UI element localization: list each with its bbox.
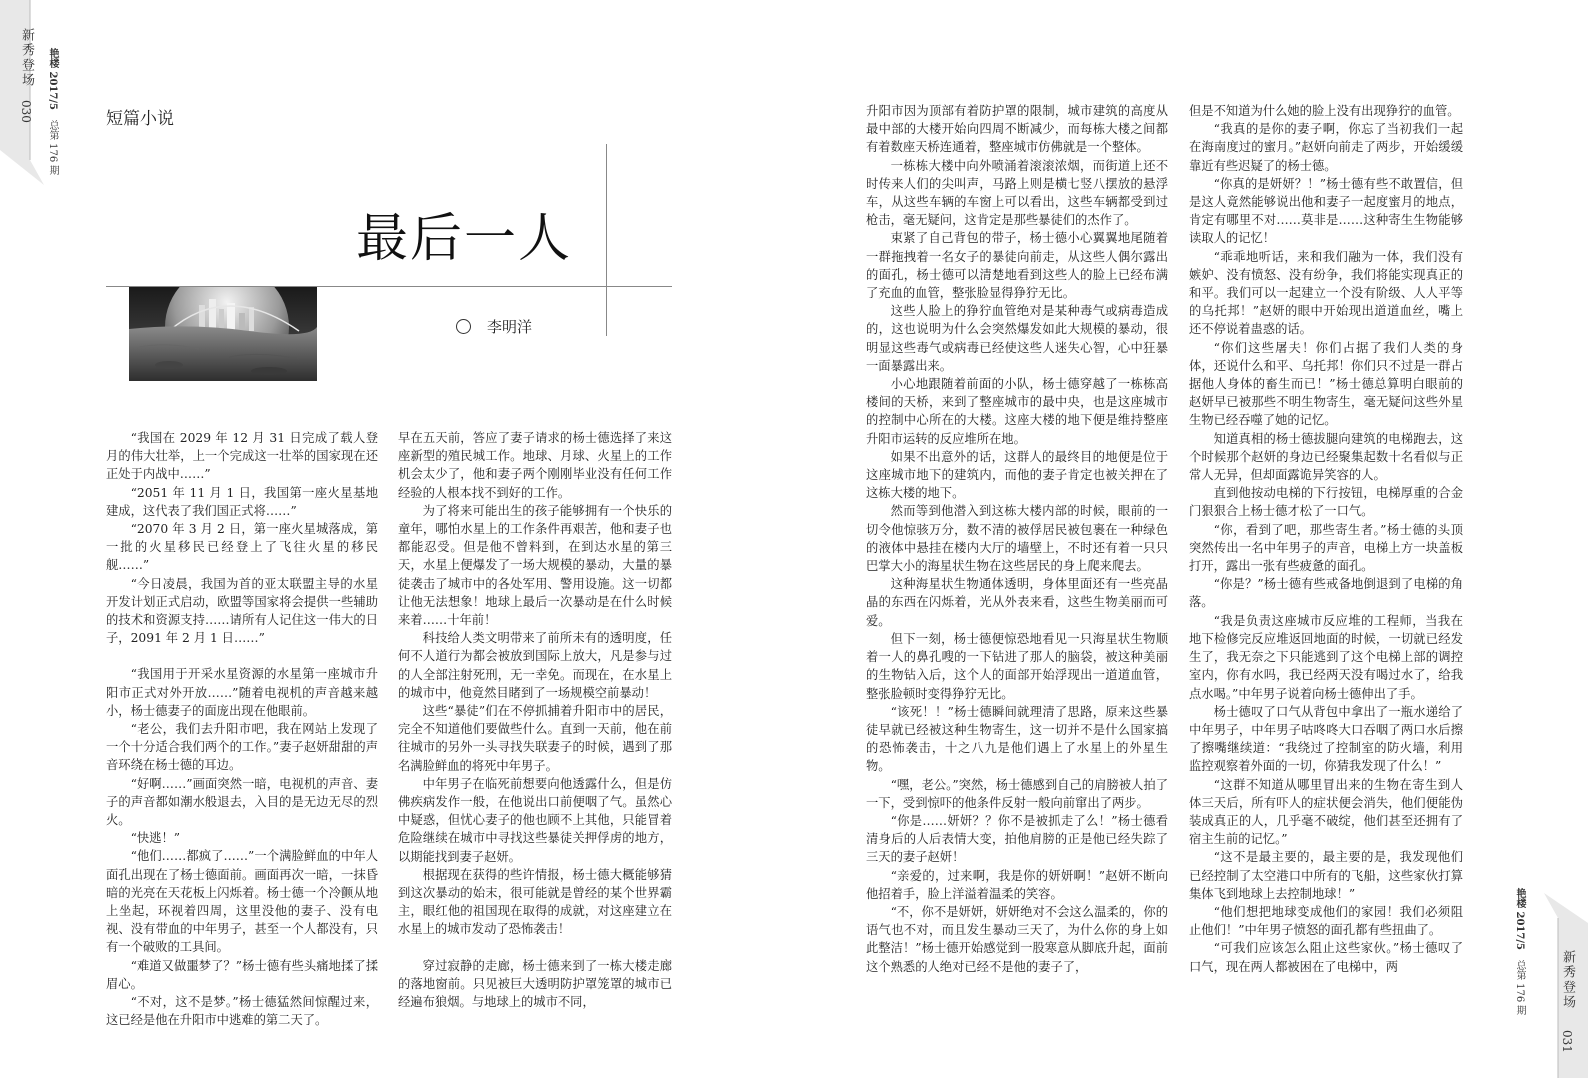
paragraph: 中年男子在临死前想要向他透露什么，但是仿佛疾病发作一般，在他说出口前便咽了气。虽然心中疑惑，但忧心妻子的他也顾不上其他，只能冒着危险继续在城市中寻找这些暴徒关押俘虏的地方，以期能找到妻子赵妍。 — [398, 776, 672, 864]
column-4 — [1189, 102, 1463, 976]
paragraph: “难道又做噩梦了？”杨士德有些头痛地揉了揉眉心。 — [106, 958, 378, 991]
author-circle-icon — [456, 319, 471, 334]
paragraph: “他们想把地球变成他们的家园！我们必须阻止他们！”中年男子愤怒的面孔都有些扭曲了。 — [1189, 904, 1463, 938]
paragraph: 为了将来可能出生的孩子能够拥有一个快乐的童年，哪怕水星上的工作条件再艰苦，他和妻子也都能忍受。但是他不曾料到，在到达水星的第三天，水星上便爆发了一场大规模的暴动，大量的暴徒袭击了城市中的各处军用、警用设施。这一切都让他无法想象！地球上最后一次暴动是在什么时候来着……十年前！ — [398, 503, 672, 628]
right-section-label: 新秀登场 — [1560, 950, 1575, 1010]
paragraph: “你是？”杨士德有些戒备地倒退到了电梯的角落。 — [1189, 577, 1463, 610]
intro-quote: “2051 年 11 月 1 日，我国第一座火星基地建成，这代表了我们国正式将……” — [106, 485, 378, 518]
paragraph: 升阳市因为顶部有着防护罩的限制，城市建筑的高度从最中部的大楼开始向四周不断减少，而每栋大楼之间都有着数座天桥连通着，整座城市仿佛就是一个整体。 — [866, 104, 1168, 155]
column-1 — [106, 429, 378, 1030]
title-divider-vertical — [606, 144, 607, 336]
paragraph: 束紧了自己背包的带子，杨士德小心翼翼地尾随着一群拖拽着一名女子的暴徒向前走，从这些人偶尔露出的面孔，杨士德可以清楚地看到这些人的脸上已经布满了充血的血管，整张脸显得狰狞无比。 — [866, 231, 1168, 301]
paragraph: “你们这些屠夫！你们占据了我们人类的身体，还说什么和平、乌托邦！你们只不过是一群占据他人身体的畜生而已！”杨士德总算明白眼前的赵妍早已被那些不明生物寄生，毫无疑问这些外星生物已经吞噬了她的记忆。 — [1189, 340, 1463, 428]
intro-quote: “今日凌晨，我国为首的亚太联盟主导的水星开发计划正式启动，欧盟等国家将会提供一些辅助的技术和资源支持……请所有人记住这一伟大的日子，2091 年 2 月 1 日……” — [106, 576, 378, 646]
category-label: 短篇小说 — [106, 109, 174, 129]
paragraph: “他们……都疯了……”一个满脸鲜血的中年人面孔出现在了杨士德面前。画面再次一暗，一抹昏暗的光亮在天花板上闪烁着。杨士德一个冷颤从地上坐起，环视着四周，这里没他的妻子、没有电视、没有带血的中年男子，甚至一个人都没有，只有一个破败的工具间。 — [106, 849, 378, 955]
paragraph: 穿过寂静的走廊，杨士德来到了一栋大楼走廊的落地窗前。只见被巨大透明防护罩笼罩的城市已经遍布狼烟。与地球上的城市不同， — [398, 958, 672, 1010]
paragraph: “老公，我们去升阳市吧，我在网站上发现了一个十分适合我们两个的工作。”妻子赵妍甜甜的声音环绕在杨士德的耳边。 — [106, 722, 378, 773]
paragraph: 直到他按动电梯的下行按钮，电梯厚重的合金门狠狠合上杨士德才松了一口气。 — [1189, 486, 1463, 519]
paragraph: 早在五天前，答应了妻子请求的杨士德选择了来这座新型的殖民城工作。地球、月球、火星上的工作机会太少了，他和妻子两个刚刚毕业没有任何工作经验的人根本找不到好的工作。 — [398, 431, 672, 500]
column-2 — [398, 429, 672, 1011]
paragraph: “乖乖地听话，来和我们融为一体，我们没有嫉妒、没有愤怒、没有纷争，我们将能实现真正的和平。我们可以一起建立一个没有阶级、人人平等的乌托邦！”赵妍的眼中开始现出道道血丝，嘴上还不停说着蛊惑的话。 — [1189, 249, 1463, 337]
left-page-number: 030 — [19, 100, 33, 123]
paragraph: 如果不出意外的话，这群人的最终目的地便是位于这座城市地下的建筑内，而他的妻子肯定也被关押在了这栋大楼的地下。 — [866, 449, 1168, 501]
author-line — [456, 316, 532, 337]
paragraph: “快逃！” — [130, 831, 181, 846]
paragraph: “亲爱的，过来啊，我是你的妍妍啊！”赵妍不断向他招着手，脸上洋溢着温柔的笑容。 — [866, 868, 1168, 901]
paragraph: “你真的是妍妍？！”杨士德有些不敢置信，但是这人竟然能够说出他和妻子一起度蜜月的地点，肯定有哪里不对……莫非是……这种寄生生物能够读取人的记忆！ — [1189, 176, 1463, 246]
planet-illustration — [129, 287, 317, 381]
column-3 — [866, 102, 1168, 976]
author-name: 李明洋 — [487, 318, 533, 336]
paragraph: 杨士德叹了口气从背包中拿出了一瓶水递给了中年男子，中年男子咕咚咚大口吞咽了两口水后擦了擦嘴继续道：“我绕过了控制室的防火墙，利用监控观察着外面的一切，你猜我发现了什么！” — [1189, 704, 1463, 774]
right-magazine: 艳楼 2017/5 — [1514, 888, 1525, 950]
story-title: 最后一人 — [356, 209, 573, 269]
paragraph: “嘿，老公。”突然，杨士德感到自己的肩膀被人拍了一下，受到惊吓的他条件反射一般向前窜出了两步。 — [866, 777, 1168, 810]
intro-quote: “我国在 2029 年 12 月 31 日完成了载人登月的伟大壮举，上一个完成这一壮举的国家现在还正处于内战中……” — [106, 431, 378, 482]
paragraph: “该死！！”杨士德瞬间就理清了思路，原来这些暴徒早就已经被这种生物寄生，这一切并不是什么国家搞的恐怖袭击，十之八九是他们遇上了水星上的外星生物。 — [866, 704, 1168, 774]
right-page-number: 031 — [1560, 1030, 1574, 1053]
paragraph: 然而等到他潜入到这栋大楼内部的时候，眼前的一切令他惊骇万分，数不清的被俘居民被包裹在一种绿色的液体中悬挂在楼内大厅的墙壁上，不时还有着一只只巴掌大小的海星状生物在这些居民的身上爬来爬去。 — [866, 504, 1168, 574]
intro-quote: “2070 年 3 月 2 日，第一座火星城落成，第一批的火星移民已经登上了飞往火星的移民舰……” — [106, 522, 378, 573]
paragraph: “不对，这不是梦。”杨士德猛然间惊醒过来，这已经是他在升阳市中逃难的第二天了。 — [106, 995, 378, 1028]
right-page — [794, 0, 1588, 1078]
paragraph: “我是负责这座城市反应堆的工程师，当我在地下检修完反应堆返回地面的时候，一切就已经发生了，我无奈之下只能逃到了这个电梯上部的调控室内，你有水吗，我已经两天没有喝过水了，给我点水喝。”中年男子说着向杨士德伸出了手。 — [1189, 613, 1463, 701]
paragraph: “你，看到了吧，那些寄生者。”杨士德的头顶突然传出一名中年男子的声音，电梯上方一块盖板打开，露出一张有些疲惫的面孔。 — [1189, 522, 1463, 574]
paragraph: “你是……妍妍？？你不是被抓走了么！”杨士德看清身后的人后表情大变，拍他肩膀的正是他已经失踪了三天的妻子赵妍！ — [866, 813, 1168, 865]
paragraph: 这种海星状生物通体透明，身体里面还有一些亮晶晶的东西在闪烁着，光从外表来看，这些生物美丽而可爱。 — [866, 577, 1168, 628]
paragraph: 根据现在获得的些许情报，杨士德大概能够猜到这次暴动的始末，很可能就是曾经的某个世界霸主，眼红他的祖国现在取得的成就，对这座建立在水星上的城市发动了恐怖袭击！ — [398, 867, 672, 937]
paragraph: 这些“暴徒”们在不停抓捕着升阳市中的居民，完全不知道他们要做些什么。直到一天前，他在前往城市的另外一头寻找失联妻子的时候，遇到了那名满脸鲜血的将死中年男子。 — [398, 704, 672, 773]
left-section-label: 新秀登场 — [19, 28, 34, 88]
paragraph: 一栋栋大楼中向外喷涌着滚滚浓烟，而街道上还不时传来人们的尖叫声，马路上则是横七竖八摆放的悬浮车，从这些车辆的车窗上可以看出，这些车辆都受到过枪击，毫无疑问，这肯定是那些暴徒们的杰作了。 — [866, 158, 1168, 228]
right-issue: 总第 176 期 — [1514, 960, 1525, 1016]
left-issue: 总第 176 期 — [47, 120, 58, 176]
paragraph: 但是不知道为什么她的脸上没有出现狰狞的血管。 — [1189, 104, 1460, 118]
paragraph: 科技给人类文明带来了前所未有的透明度，任何不人道行为都会被放到国际上放大，凡是参与过的人全部注射死刑，无一幸免。而现在，在水星上的城市中，他竟然目睹到了一场规模空前暴动！ — [398, 631, 672, 700]
paragraph: 但下一刻，杨士德便惊恐地看见一只海星状生物顺着一人的鼻孔嗖的一下钻进了那人的脑袋，被这种美丽的生物钻入后，这个人的面部开始浮现出一道道血管，整张脸顿时变得狰狞无比。 — [866, 631, 1168, 701]
paragraph: “这群不知道从哪里冒出来的生物在寄生到人体三天后，所有吓人的症状便会消失，他们便能伪装成真正的人，几乎毫不破绽，他们甚至还拥有了宿主生前的记忆。” — [1189, 777, 1463, 847]
paragraph: “这不是最主要的，最主要的是，我发现他们已经控制了太空港口中所有的飞船，这些家伙打算集体飞到地球上去控制地球！” — [1189, 850, 1463, 901]
paragraph: “我真的是你的妻子啊，你忘了当初我们一起在海南度过的蜜月。”赵妍向前走了两步，开始缓缓靠近有些迟疑了的杨士德。 — [1189, 122, 1463, 173]
paragraph: “好啊……”画面突然一暗，电视机的声音、妻子的声音都如潮水般退去，入目的是无边无尽的烈火。 — [106, 776, 378, 828]
left-magazine: 艳楼 2017/5 — [47, 48, 58, 110]
paragraph: 小心地跟随着前面的小队，杨士德穿越了一栋栋高楼间的天桥，来到了整座城市的最中央，也是这座城市的控制中心所在的大楼。这座大楼的地下便是维持整座升阳市运转的反应堆所在地。 — [866, 377, 1168, 446]
paragraph: 知道真相的杨士德拔腿向建筑的电梯跑去，这个时候那个赵妍的身边已经聚集起数十名看似与正常人无异，但却面露诡异笑容的人。 — [1189, 431, 1463, 483]
paragraph: “我国用于开采水星资源的水星第一座城市升阳市正式对外开放……”随着电视机的声音越来越小，杨士德妻子的面庞出现在他眼前。 — [106, 667, 378, 718]
paragraph: “不，你不是妍妍，妍妍绝对不会这么温柔的，你的语气也不对，而且发生暴动三天了，为什么你的身上如此整洁！”杨士德开始感觉到一股寒意从脚底升起，面前这个熟悉的人绝对已经不是他的妻子了， — [866, 904, 1168, 974]
paragraph: “可我们应该怎么阻止这些家伙。”杨士德叹了口气，现在两人都被困在了电梯中，两 — [1189, 941, 1463, 974]
paragraph: 这些人脸上的狰狞血管绝对是某种毒气或病毒造成的，这也说明为什么会突然爆发如此大规模的暴动，很明显这些毒气或病毒已经使这些人迷失心智，心中狂暴一面暴露出来。 — [866, 304, 1168, 373]
